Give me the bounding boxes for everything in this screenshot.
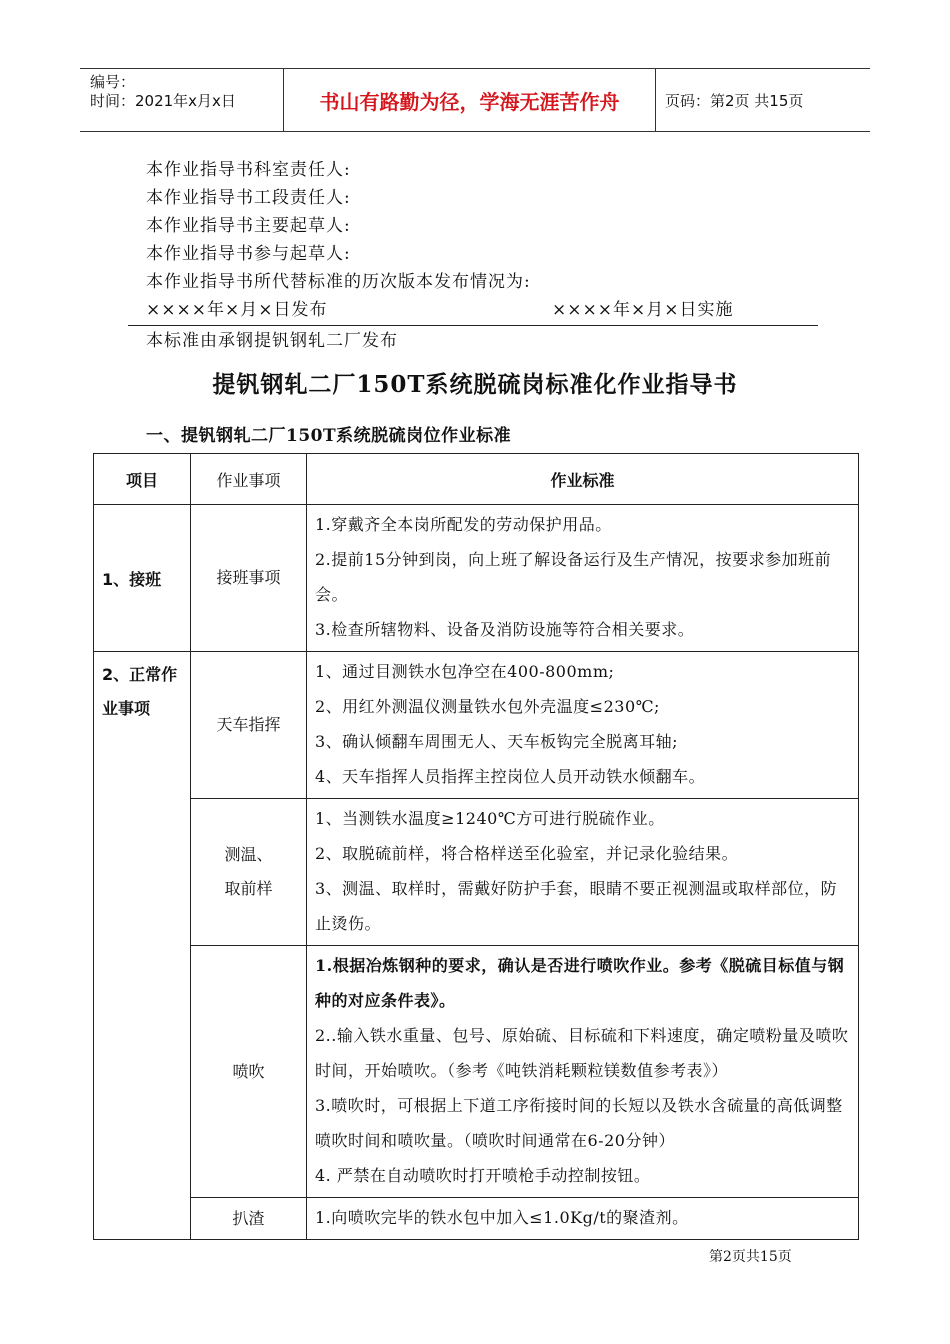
document-number-label: 编号： xyxy=(90,73,136,91)
publish-date: ××××年×月×日发布 xyxy=(146,300,328,320)
standard-line: 2、取脱硫前样，将合格样送至化验室，并记录化验结果。 xyxy=(315,844,739,863)
header-work-standard: 作业标准 xyxy=(307,454,859,505)
standard-line: 2、用红外测温仪测量铁水包外壳温度≤230℃; xyxy=(315,697,660,716)
table-row xyxy=(94,799,859,946)
standard-line-bold: 1.根据冶炼钢种的要求，确认是否进行喷吹作业。参考《脱硫目标值与钢种的对应条件表》。 xyxy=(315,956,845,1010)
implement-date: ××××年×月×日实施 xyxy=(552,300,734,320)
table-row xyxy=(94,505,859,652)
item-crane-command: 天车指挥 xyxy=(191,652,307,799)
header-motto-cell xyxy=(283,69,656,131)
standard-line: 1.穿戴齐全本岗所配发的劳动保护用品。 xyxy=(315,515,612,534)
table-row xyxy=(94,1198,859,1240)
category-handover: 1、接班 xyxy=(94,505,191,652)
page-footer: 第2页共15页 xyxy=(709,1249,792,1265)
standard-line: 1、当测铁水温度≥1240℃方可进行脱硫作业。 xyxy=(315,809,665,828)
item-temperature-sampling xyxy=(191,799,307,946)
header-page-info: 页码：第2页 共15页 xyxy=(665,91,804,110)
item-handover: 接班事项 xyxy=(191,505,307,652)
standard-line: 4. 严禁在自动喷吹时打开喷枪手动控制按钮。 xyxy=(315,1166,651,1185)
item-blowing: 喷吹 xyxy=(191,946,307,1198)
standard-temperature-sampling xyxy=(307,799,859,946)
category-normal-operation: 2、正常作业事项 xyxy=(94,652,191,1240)
work-standard-table xyxy=(93,453,859,1240)
standard-line: 4、天车指挥人员指挥主控岗位人员开动铁水倾翻车。 xyxy=(315,767,706,786)
item-slag-removal: 扒渣 xyxy=(191,1198,307,1240)
document-time-label: 时间：2021年x月x日 xyxy=(90,92,236,110)
standard-line: 3.喷吹时，可根据上下道工序衔接时间的长短以及铁水含硫量的高低调整喷吹时间和喷吹量。（喷吹时间通常在6-20分钟） xyxy=(315,1096,843,1150)
section-title: 一、提钒钢轧二厂150T系统脱硫岗位作业标准 xyxy=(146,426,512,446)
standard-line: 3.检查所辖物料、设备及消防设施等符合相关要求。 xyxy=(315,620,695,639)
standard-line: 2..输入铁水重量、包号、原始硫、目标硫和下料速度，确定喷粉量及喷吹时间，开始喷吹。（参考《吨铁消耗颗粒镁数值参考表》） xyxy=(315,1026,849,1080)
table-row xyxy=(94,652,859,799)
table-row xyxy=(94,946,859,1198)
header-motto: 书山有路勤为径，学海无涯苦作舟 xyxy=(319,89,620,114)
standard-handover xyxy=(307,505,859,652)
standard-line: 3、测温、取样时，需戴好防护手套，眼睛不要正视测温或取样部位，防止烫伤。 xyxy=(315,879,838,933)
standard-line: 3、确认倾翻车周围无人、天车板钩完全脱离耳轴; xyxy=(315,732,679,751)
header-item: 项目 xyxy=(94,454,191,505)
standard-line: 1.向喷吹完毕的铁水包中加入≤1.0Kg/t的聚渣剂。 xyxy=(315,1208,689,1227)
intro-line-dept-owner: 本作业指导书科室责任人: xyxy=(146,160,351,180)
standard-slag-removal xyxy=(307,1198,859,1240)
standard-line: 1、通过目测铁水包净空在400-800mm; xyxy=(315,662,615,681)
standard-crane-command xyxy=(307,652,859,799)
page-header xyxy=(80,68,870,132)
intro-line-version-history: 本作业指导书所代替标准的历次版本发布情况为: xyxy=(146,272,531,292)
intro-line-section-owner: 本作业指导书工段责任人: xyxy=(146,188,351,208)
intro-line-co-drafter: 本作业指导书参与起草人: xyxy=(146,244,351,264)
table-header-row xyxy=(94,454,859,505)
header-page-cell xyxy=(655,69,870,131)
item-line: 测温、 xyxy=(224,845,273,864)
header-meta xyxy=(80,69,283,131)
standard-line: 2.提前15分钟到岗，向上班了解设备运行及生产情况，按要求参加班前会。 xyxy=(315,550,832,604)
intro-line-main-drafter: 本作业指导书主要起草人: xyxy=(146,216,351,236)
issuer-line: 本标准由承钢提钒钢轧二厂发布 xyxy=(146,331,398,351)
item-line: 取前样 xyxy=(224,879,273,898)
standard-blowing xyxy=(307,946,859,1198)
header-work-matter: 作业事项 xyxy=(191,454,307,505)
document-title: 提钒钢轧二厂150T系统脱硫岗标准化作业指导书 xyxy=(212,371,738,398)
